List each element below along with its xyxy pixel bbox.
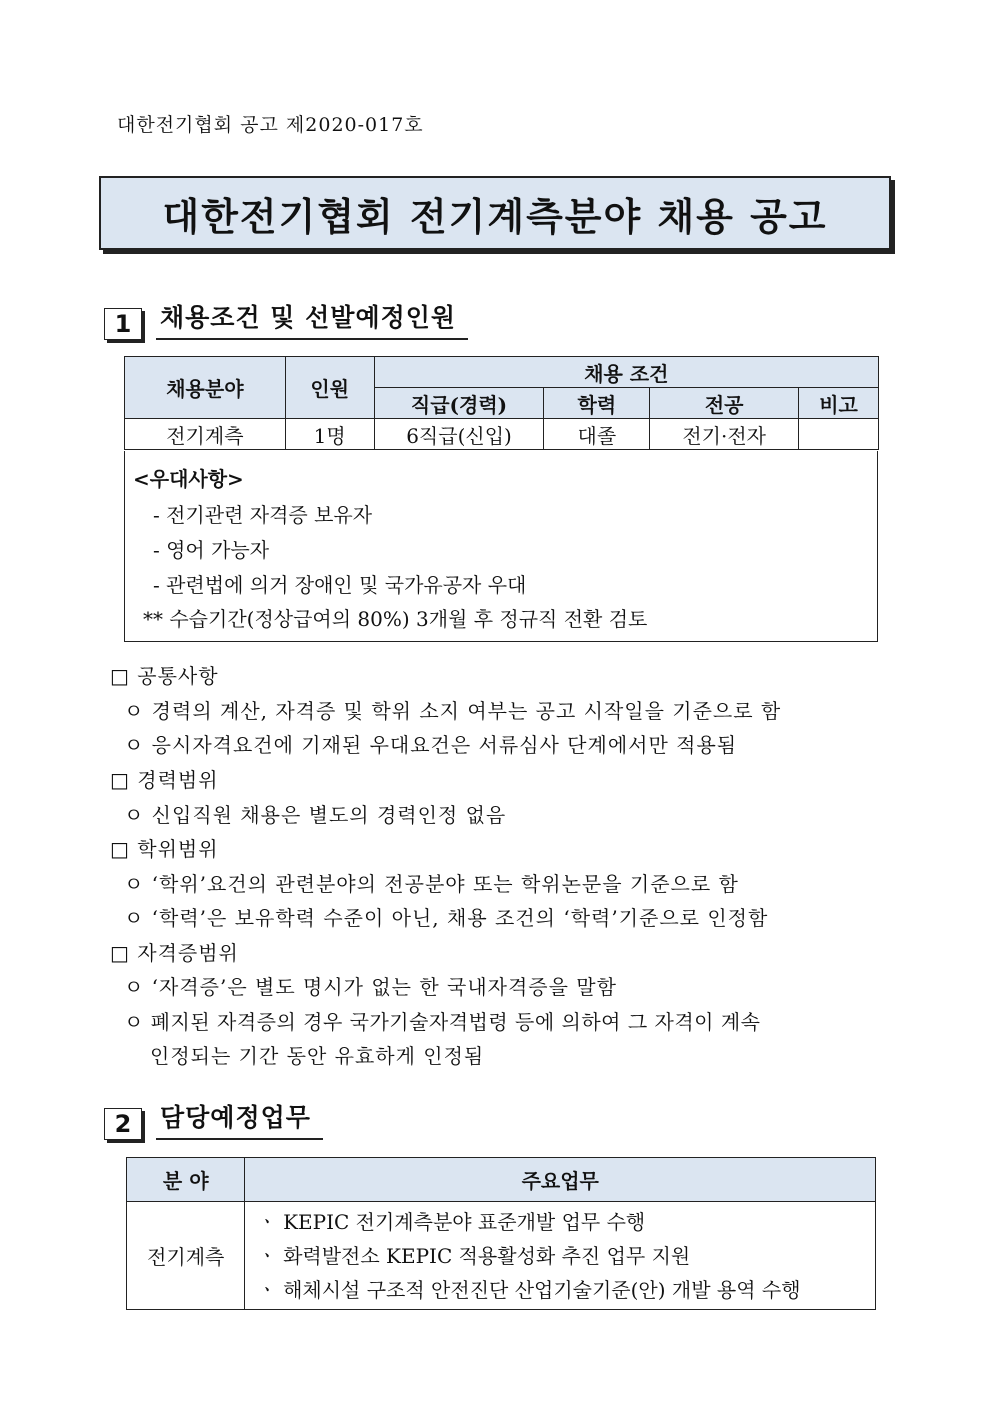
- cell-grade: 6직급(신입): [374, 419, 544, 450]
- col-field-header: 채용분야: [125, 357, 286, 419]
- sub-note-header: 비고: [799, 388, 879, 419]
- detail-item: ㅇ 경력의 계산, 자격증 및 학위 소지 여부는 공고 시작일을 기준으로 함: [124, 699, 782, 723]
- notice-number: 대한전기협회 공고 제2020-017호: [117, 114, 424, 136]
- duties-table: [126, 1157, 876, 1310]
- hiring-conditions-table: [124, 356, 879, 450]
- duty-item: ㆍ KEPIC 전기계측분야 표준개발 업무 수행: [257, 1209, 646, 1234]
- section2-header: [104, 1098, 323, 1140]
- table-row: [127, 1202, 876, 1310]
- detail-item: ㅇ ‘학력’은 보유학력 수준이 아닌, 채용 조건의 ‘학력’기준으로 인정함: [124, 906, 769, 930]
- cell-field: 전기계측: [125, 419, 286, 450]
- section2-title: 담당예정업무: [156, 1098, 323, 1140]
- cell-note: [799, 419, 879, 450]
- section1-title: 채용조건 및 선발예정인원: [156, 298, 468, 340]
- cell-major: 전기·전자: [650, 419, 799, 450]
- preference-item: - 관련법에 의거 장애인 및 국가유공자 우대: [153, 573, 527, 597]
- preference-item: - 영어 가능자: [153, 538, 270, 562]
- table-row: [125, 419, 879, 450]
- detail-item: ㅇ ‘학위’요건의 관련분야의 전공분야 또는 학위논문을 기준으로 함: [124, 872, 739, 896]
- duties-main-header: 주요업무: [245, 1158, 876, 1202]
- col-count-header: 인원: [285, 357, 374, 419]
- preferences-box: [124, 451, 878, 642]
- announcement-title-box: [99, 176, 891, 250]
- duties-field-header: 분 야: [127, 1158, 245, 1202]
- detail-item: ㅇ ‘자격증’은 별도 명시가 없는 한 국내자격증을 말함: [124, 975, 617, 999]
- cell-education: 대졸: [544, 419, 650, 450]
- duty-item: ㆍ 해체시설 구조적 안전진단 산업기술기준(안) 개발 용역 수행: [257, 1277, 801, 1302]
- section2-number: 2: [104, 1108, 142, 1140]
- section1-number: 1: [104, 308, 142, 340]
- duty-item: ㆍ 화력발전소 KEPIC 적용활성화 추진 업무 지원: [257, 1243, 691, 1268]
- duties-list-cell: [245, 1202, 876, 1310]
- detail-item-continued: 인정되는 기간 동안 유효하게 인정됨: [150, 1044, 485, 1068]
- section-heading-license: □ 자격증범위: [110, 941, 239, 965]
- section1-header: [104, 298, 468, 340]
- duties-field-cell: 전기계측: [127, 1202, 245, 1310]
- cell-count: 1명: [285, 419, 374, 450]
- preference-item: - 전기관련 자격증 보유자: [153, 503, 373, 527]
- announcement-title: 대한전기협회 전기계측분야 채용 공고: [162, 194, 828, 239]
- col-conditions-header: 채용 조건: [374, 357, 878, 388]
- detail-item: ㅇ 응시자격요건에 기재된 우대요건은 서류심사 단계에서만 적용됨: [124, 733, 738, 757]
- detail-item: ㅇ 신입직원 채용은 별도의 경력인정 없음: [124, 803, 507, 827]
- probation-note: ** 수습기간(정상급여의 80%) 3개월 후 정규직 전환 검토: [143, 607, 648, 631]
- sub-education-header: 학력: [544, 388, 650, 419]
- section-heading-common: □ 공통사항: [110, 664, 219, 688]
- sub-grade-header: 직급(경력): [374, 388, 544, 419]
- preferences-heading: <우대사항>: [133, 467, 244, 491]
- section-heading-degree: □ 학위범위: [110, 837, 219, 861]
- detail-item: ㅇ 폐지된 자격증의 경우 국가기술자격법령 등에 의하여 그 자격이 계속: [124, 1010, 761, 1034]
- sub-major-header: 전공: [650, 388, 799, 419]
- section-heading-career: □ 경력범위: [110, 768, 219, 792]
